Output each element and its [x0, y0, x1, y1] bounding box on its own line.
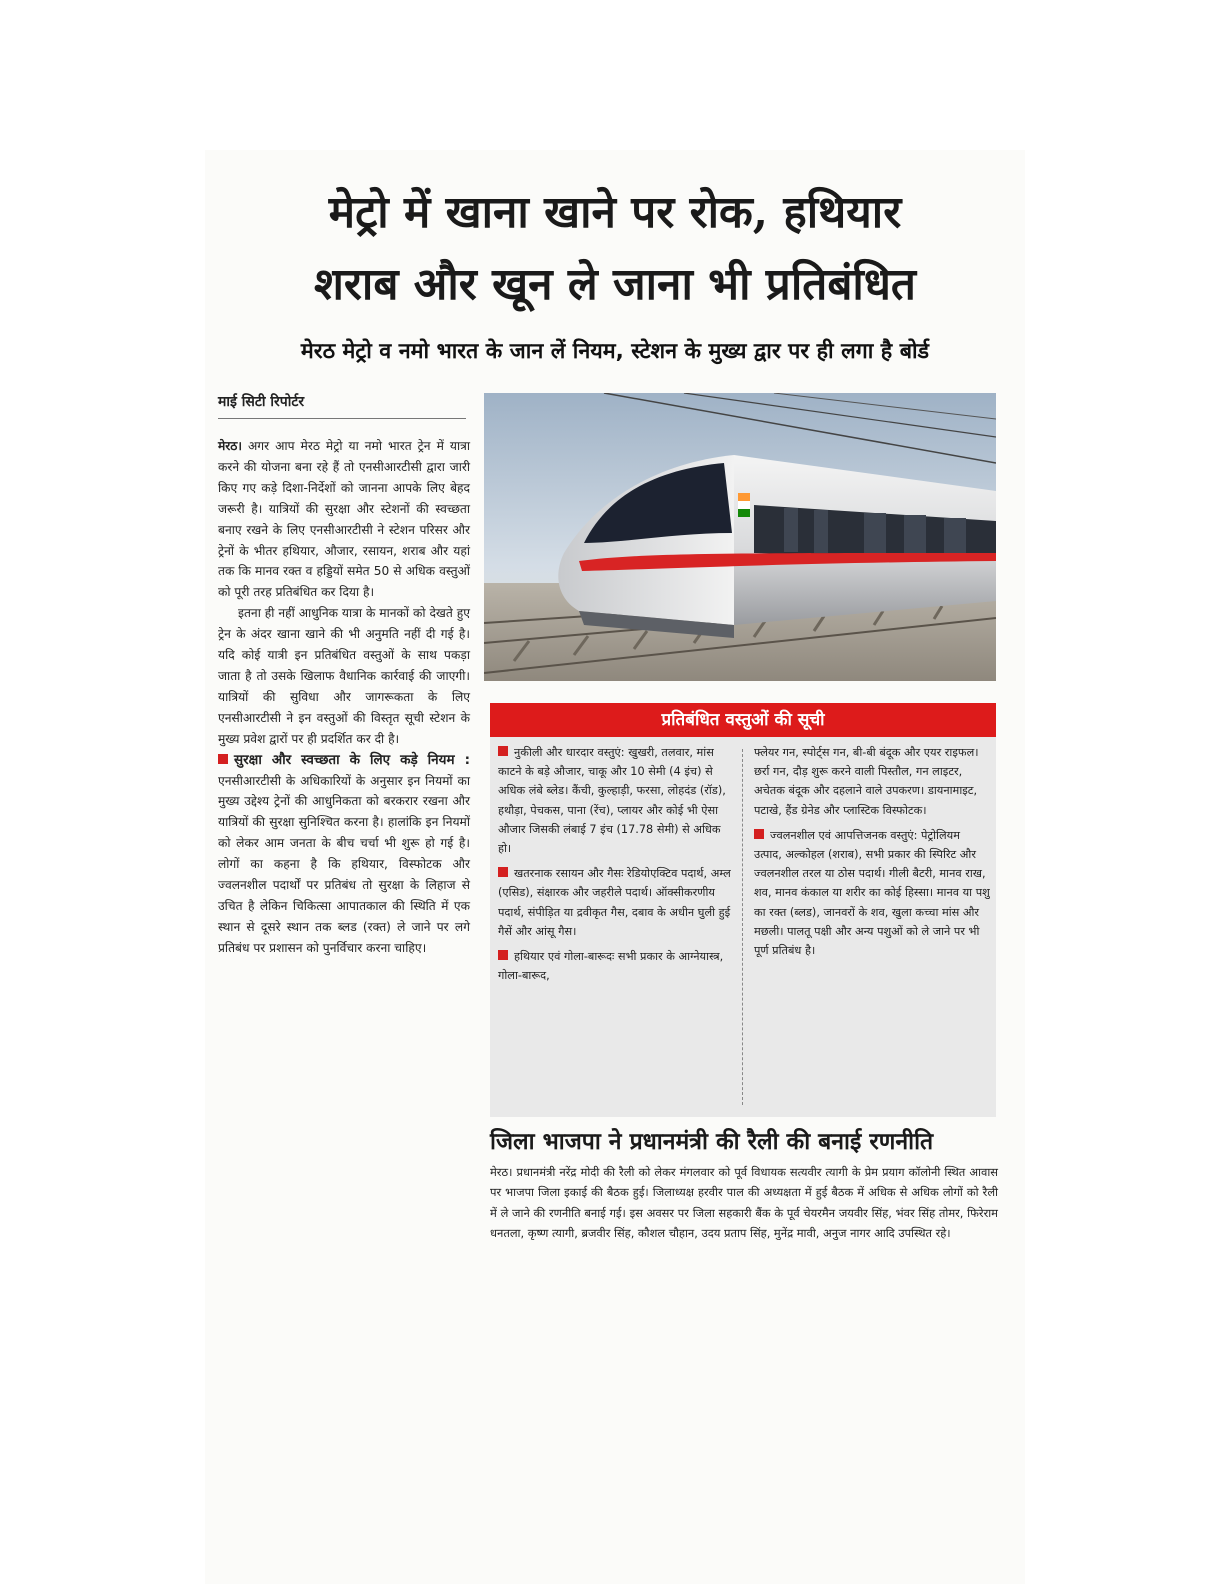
headline-line-2: शराब और खून ले जाना भी प्रतिबंधित	[314, 259, 916, 310]
red-square-bullet-icon	[754, 829, 764, 839]
article-paragraph-3	[218, 750, 470, 959]
item-flammable-text: ज्वलनशील एवं आपत्तिजनक वस्तुएं: पेट्रोलियम उत्पाद, अल्कोहल (शराब), सभी प्रकार की स्पिरिट और ज्वलनशील तरल या ठोस पदार्थ। गीली बैटरी, मानव राख, शव, मानव कंकाल या शरीर का कोई हिस्सा। मानव या पशु का रक्त (ब्लड), जानवरों के शव, खुला कच्चा मांस और मछली। पालतू पक्षी और अन्य पशुओं को ले जाने पर भी पूर्ण प्रतिबंध है।	[754, 828, 990, 958]
article-body	[218, 436, 470, 959]
subheadline: मेरठ मेट्रो व नमो भारत के जान लें नियम, स्टेशन के मुख्य द्वार पर ही लगा है बोर्ड	[300, 339, 930, 364]
item-weapons-text: हथियार एवं गोला-बारूदः सभी प्रकार के आग्नेयास्त्र, गोला-बारूद,	[498, 950, 724, 983]
item-chemicals-text: खतरनाक रसायन और गैसः रेडियोएक्टिव पदार्थ, अम्ल (एसिड), संक्षारक और जहरीले पदार्थ। ऑक्सीकरणीय पदार्थ, संपीड़ित या द्रवीकृत गैस, दबाव के अधीन घुली हुई गैसें और आंसू गैस।	[498, 867, 731, 938]
byline-divider	[218, 418, 466, 419]
section-heading: सुरक्षा और स्वच्छता के लिए कड़े नियम :	[234, 751, 470, 768]
headline-line-1: मेट्रो में खाना खाने पर रोक, हथियार	[328, 187, 902, 238]
column-divider	[742, 749, 743, 1105]
dateline: मेरठ।	[218, 439, 242, 453]
prohibited-item-chemicals	[498, 864, 734, 941]
prohibited-item-weapons	[498, 947, 734, 985]
byline: माई सिटी रिपोर्टर	[218, 394, 305, 410]
bjp-rally-headline: जिला भाजपा ने प्रधानमंत्री की रैली की बनाई रणनीति	[490, 1128, 934, 1155]
red-square-bullet-icon	[498, 746, 508, 756]
red-square-bullet-icon	[498, 867, 508, 877]
prohibited-item-weapons-cont: फ्लेयर गन, स्पोर्ट्स गन, बी-बी बंदूक और एयर राइफल। छर्रा गन, दौड़ शुरू करने वाली पिस्तौल, गन लाइटर, अचेतक बंदूक और दहलाने वाले उपकरण। डायनामाइट, पटाखे, हैंड ग्रेनेड और प्लास्टिक विस्फोटक।	[754, 746, 979, 817]
metro-train-image	[484, 393, 996, 681]
prohibited-items-box	[490, 703, 996, 1117]
red-square-bullet-icon	[218, 754, 228, 764]
article-paragraph-2: इतना ही नहीं आधुनिक यात्रा के मानकों को देखते हुए ट्रेन के अंदर खाना खाने की भी अनुमति नहीं दी गई है। यदि कोई यात्री इन प्रतिबंधित वस्तुओं के साथ पकड़ा जाता है तो उसके खिलाफ वैधानिक कार्रवाई की जाएगी। यात्रियों की सुविधा और जागरूकता के लिए एनसीआरटीसी ने इन वस्तुओं की विस्तृत सूची स्टेशन के मुख्य प्रवेश द्वारों पर ही प्रदर्शित कर दी है।	[218, 606, 470, 746]
item-sharp-text: नुकीली और धारदार वस्तुएं: खुखरी, तलवार, मांस काटने के बड़े औजार, चाकू और 10 सेमी (4 इंच) से अधिक लंबे ब्लेड। कैंची, कुल्हाड़ी, फरसा, लोहदंड (रॉड), हथौड़ा, पेचकस, पाना (रेंच), प्लायर और कोई भी ऐसा औजार जिसकी लंबाई 7 इंच (17.78 सेमी) से अधिक हो।	[498, 746, 726, 856]
paragraph-3-text: एनसीआरटीसी के अधिकारियों के अनुसार इन नियमों का मुख्य उद्देश्य ट्रेनों की आधुनिकता को बरकरार रखना और यात्रियों की सुरक्षा सुनिश्चित करना है। हालांकि इन नियमों को लेकर आम जनता के बीच चर्चा भी शुरू हो गई है। लोगों का कहना है कि हथियार, विस्फोटक और ज्वलनशील पदार्थों पर प्रतिबंध तो सुरक्षा के लिहाज से उचित है लेकिन चिकित्सा आपातकाल की स्थिति में एक स्थान से दूसरे स्थान तक ब्लड (रक्त) ले जाने पर लगे प्रतिबंध पर प्रशासन को पुनर्विचार करना चाहिए।	[218, 773, 470, 955]
prohibited-item-sharp	[498, 743, 734, 858]
prohibited-column-2	[754, 743, 990, 966]
metro-train-photo	[484, 393, 996, 681]
bjp-rally-story	[490, 1124, 998, 1244]
paragraph-1-text: अगर आप मेरठ मेट्रो या नमो भारत ट्रेन में यात्रा करने की योजना बना रहे हैं तो एनसीआरटीसी द्वारा जारी किए गए कड़े दिशा-निर्देशों को जानना आपके लिए बेहद जरूरी है। यात्रियों की सुरक्षा और स्टेशनों की स्वच्छता बनाए रखने के लिए एनसीआरटीसी ने स्टेशन परिसर और ट्रेनों के भीतर हथियार, औजार, रसायन, शराब और यहां तक कि मानव रक्त व हड्डियों समेत 50 से अधिक वस्तुओं को पूरी तरह प्रतिबंधित कर दिया है।	[218, 439, 470, 600]
bjp-rally-body: मेरठ। प्रधानमंत्री नरेंद्र मोदी की रैली को लेकर मंगलवार को पूर्व विधायक सत्यवीर त्यागी के प्रेम प्रयाग कॉलोनी स्थित आवास पर भाजपा जिला इकाई की बैठक हुई। जिलाध्यक्ष हरवीर पाल की अध्यक्षता में हुई बैठक में अधिक से अधिक लोगों को रैली में ले जाने की रणनीति बनाई गई। इस अवसर पर जिला सहकारी बैंक के पूर्व चेयरमैन जयवीर सिंह, भंवर सिंह तोमर, फिरेराम धनतला, कृष्ण त्यागी, ब्रजवीर सिंह, कौशल चौहान, उदय प्रताप सिंह, मुनेंद्र मावी, अनुज नागर आदि उपस्थित रहे।	[490, 1165, 998, 1241]
article-paragraph-1	[218, 436, 470, 603]
red-square-bullet-icon	[498, 950, 508, 960]
prohibited-items-title: प्रतिबंधित वस्तुओं की सूची	[490, 703, 996, 737]
prohibited-item-flammable	[754, 826, 990, 960]
prohibited-column-1	[498, 743, 734, 991]
